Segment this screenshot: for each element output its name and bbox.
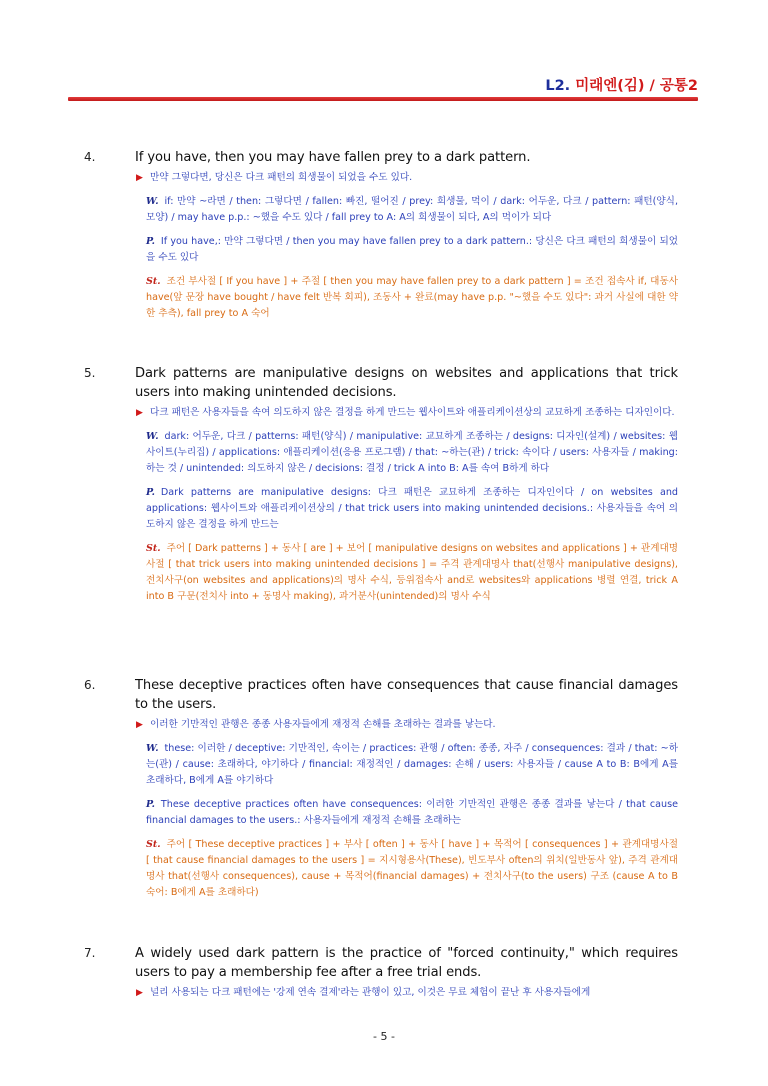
item-number: 4. [84, 150, 96, 164]
arrow-icon: ▶ [136, 988, 143, 998]
english-sentence: A widely used dark pattern is the practice of "forced continuity," which requires users to pay a membership fee after a free trial ends. [135, 946, 678, 980]
word-notes: W. if: 만약 ~라면 / then: 그렇다면 / fallen: 빠진, 떨어진 / prey: 희생물, 먹이 / dark: 어두운, 다크 / pattern: 패턴(양식, 모양) / may have p.p.: ~했을 수도 있다 / fall prey to A: A의 희생물이 되다, A의 먹이가 되다 [146, 196, 678, 223]
item-number: 6. [84, 678, 96, 692]
word-tag: W. [146, 743, 159, 754]
arrow-icon: ▶ [136, 408, 143, 418]
item-number: 5. [84, 366, 96, 380]
lesson-header [545, 74, 698, 95]
english-sentence: If you have, then you may have fallen prey to a dark pattern. [135, 150, 531, 165]
phrase-tag: P. [146, 236, 155, 247]
structure-notes: St. 주어 [ These deceptive practices ] + 부사 [ often ] + 동사 [ have ] + 목적어 [ consequences ] + 관계대명사절 [ that cause financial damages to the users ] = 지시형용사(These), 빈도부사 often의 위치(일반동사 앞), 주격 관계대명사 that(선행사 consequences), cause + 목적어(financial damages) + 전치사구(to the users) 구조 (cause A to B 숙어: B에게 A를 초래하다) [146, 839, 678, 898]
sentence-item-6 [84, 676, 678, 901]
english-sentence: These deceptive practices often have consequences that cause financial damages to the users. [135, 678, 678, 712]
sentence-item-7 [84, 944, 678, 1001]
arrow-icon: ▶ [136, 173, 143, 183]
structure-tag: St. [146, 543, 161, 554]
korean-translation: ▶ 널리 사용되는 다크 패턴에는 '강제 연속 결제'라는 관행이 있고, 이것은 무료 체험이 끝난 후 사용자들에게 [136, 985, 678, 1001]
phrase-notes: P. Dark patterns are manipulative designs: 다크 패턴은 교묘하게 조종하는 디자인이다 / on websites and applications: 웹사이트와 애플리케이션상의 / that trick users into making unintended decisions.: 사용자들을 속여 의도하지 않은 결정을 하게 만드는 [146, 487, 678, 530]
word-tag: W. [146, 431, 159, 442]
phrase-notes: P. If you have,: 만약 그렇다면 / then you may have fallen prey to a dark pattern.: 당신은 다크 패턴의 희생물이 되었을 수도 있다 [146, 236, 678, 263]
korean-translation: ▶ 만약 그렇다면, 당신은 다크 패턴의 희생물이 되었을 수도 있다. [136, 170, 678, 186]
word-tag: W. [146, 196, 159, 207]
phrase-tag: P. [146, 487, 155, 498]
english-sentence: Dark patterns are manipulative designs on websites and applications that trick users into making unintended decisions. [135, 366, 678, 400]
phrase-tag: P. [146, 799, 155, 810]
word-notes: W. these: 이러한 / deceptive: 기만적인, 속이는 / practices: 관행 / often: 종종, 자주 / consequences: 결과 / that: ~하는(관) / cause: 초래하다, 야기하다 / financial: 재정적인 / damages: 손해 / users: 사용자들 / cause A to B: B에게 A를 초래하다, B에게 A를 야기하다 [146, 743, 678, 786]
arrow-icon: ▶ [136, 720, 143, 730]
sentence-item-5 [84, 364, 678, 605]
page-number: - 5 - [373, 1030, 395, 1043]
header-rule [68, 97, 698, 101]
word-notes: W. dark: 어두운, 다크 / patterns: 패턴(양식) / manipulative: 교묘하게 조종하는 / designs: 디자인(설계) / websites: 웹사이트(누리집) / applications: 애플리케이션(응용 프로그램) / that: ~하는(관) / trick: 속이다 / users: 사용자들 / making: 하는 것 / unintended: 의도하지 않은 / decisions: 결정 / trick A into B: A를 속여 B하게 하다 [146, 431, 678, 474]
lesson-number: L2. [545, 78, 571, 94]
phrase-notes: P. These deceptive practices often have consequences: 이러한 기만적인 관행은 종종 결과를 낳는다 / that cause financial damages to the users.: 사용자들에게 재정적 손해를 초래하는 [146, 799, 678, 826]
korean-translation: ▶ 다크 패턴은 사용자들을 속여 의도하지 않은 결정을 하게 만드는 웹사이트와 애플리케이션상의 교묘하게 조종하는 디자인이다. [136, 405, 678, 421]
korean-translation: ▶ 이러한 기만적인 관행은 종종 사용자들에게 재정적 손해를 초래하는 결과를 낳는다. [136, 717, 678, 733]
lesson-title: 미래엔(김) / 공통2 [570, 78, 698, 94]
item-number: 7. [84, 946, 96, 960]
structure-tag: St. [146, 276, 161, 287]
structure-notes: St. 주어 [ Dark patterns ] + 동사 [ are ] + 보어 [ manipulative designs on websites and applications ] + 관계대명사절 [ that trick users into making unintended decisions ] = 주격 관계대명사 that(선행사 manipulative designs), 전치사구(on websites and applications)의 명사 수식, 등위접속사 and로 websites와 applications 병렬 연결, trick A into B 구문(전치사 into + 동명사 making), 과거분사(unintended)의 명사 수식 [146, 543, 678, 602]
sentence-item-4 [84, 148, 678, 322]
structure-notes: St. 조건 부사절 [ If you have ] + 주절 [ then you may have fallen prey to a dark pattern ] = 조건 접속사 if, 대동사 have(앞 문장 have bought / have felt 반복 회피), 조동사 + 완료(may have p.p. "~했을 수도 있다": 과거 사실에 대한 약한 추측), fall prey to A 숙어 [146, 276, 678, 319]
structure-tag: St. [146, 839, 161, 850]
